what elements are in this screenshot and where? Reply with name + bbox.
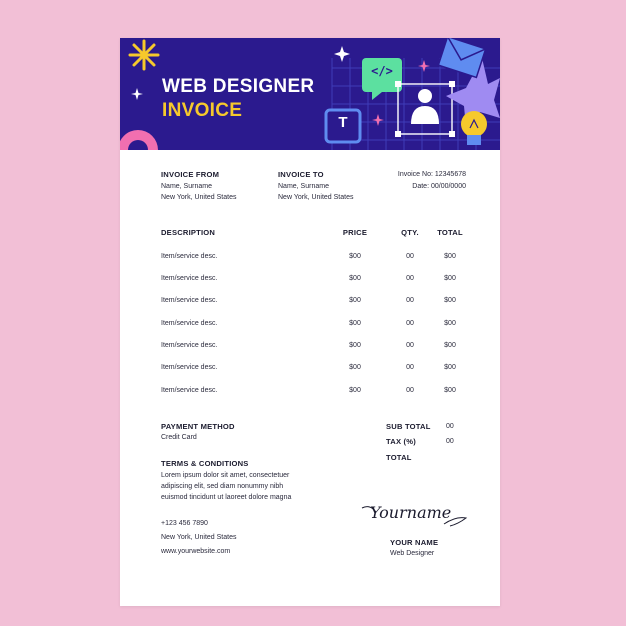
signer-role: Web Designer — [390, 550, 435, 557]
description-header: DESCRIPTION — [161, 228, 216, 237]
row-qty: 00 — [406, 297, 414, 304]
row-description: Item/service desc. — [161, 387, 218, 394]
sparkle-icon — [334, 46, 350, 62]
tax-value: 00 — [446, 438, 454, 445]
payment-method-label: PAYMENT METHOD — [161, 422, 235, 431]
sparkle-icon — [372, 114, 384, 126]
row-price: $00 — [349, 253, 361, 260]
row-qty: 00 — [406, 342, 414, 349]
total-header: TOTAL — [437, 228, 463, 237]
row-qty: 00 — [406, 387, 414, 394]
envelope-icon — [438, 38, 485, 77]
invoice-to-name: Name, Surname — [278, 183, 329, 190]
signature-flourish — [356, 504, 476, 534]
invoice-number: Invoice No: 12345678 — [397, 171, 466, 178]
row-price: $00 — [349, 387, 361, 394]
row-qty: 00 — [406, 253, 414, 260]
pink-arc-icon — [120, 130, 158, 150]
terms-line: Lorem ipsum dolor sit amet, consectetuer — [161, 472, 290, 479]
row-description: Item/service desc. — [161, 297, 218, 304]
signer-name: YOUR NAME — [390, 538, 439, 547]
row-total: $00 — [444, 275, 456, 282]
row-total: $00 — [444, 253, 456, 260]
row-qty: 00 — [406, 320, 414, 327]
sparkle-icon — [131, 88, 143, 100]
row-total: $00 — [444, 387, 456, 394]
payment-method-value: Credit Card — [161, 434, 197, 441]
contact-address: New York, United States — [161, 534, 237, 541]
invoice-to-address: New York, United States — [278, 194, 354, 201]
qty-header: QTY. — [401, 228, 419, 237]
invoice-header — [120, 38, 500, 150]
subtotal-label: SUB TOTAL — [386, 422, 431, 431]
row-total: $00 — [444, 297, 456, 304]
sparkle-icon — [418, 60, 430, 72]
row-description: Item/service desc. — [161, 275, 218, 282]
contact-website: www.yourwebsite.com — [161, 548, 231, 555]
row-description: Item/service desc. — [161, 364, 218, 371]
terms-label: TERMS & CONDITIONS — [161, 459, 249, 468]
subtotal-value: 00 — [446, 423, 454, 430]
title-line-2: INVOICE — [162, 100, 243, 121]
invoice-from-name: Name, Surname — [161, 183, 212, 190]
invoice-date: Date: 00/00/0000 — [412, 183, 466, 190]
row-total: $00 — [444, 364, 456, 371]
row-description: Item/service desc. — [161, 320, 218, 327]
tax-label: TAX (%) — [386, 437, 416, 446]
code-glyph: </> — [371, 64, 393, 78]
invoice-to-label: INVOICE TO — [278, 170, 324, 179]
sparkle-burst-icon — [130, 41, 158, 69]
row-description: Item/service desc. — [161, 342, 218, 349]
terms-line: euismod tincidunt ut laoreet dolore magna — [161, 494, 292, 501]
title-line-1: WEB DESIGNER — [162, 76, 315, 97]
invoice-from-label: INVOICE FROM — [161, 170, 220, 179]
contact-phone: +123 456 7890 — [161, 520, 208, 527]
price-header: PRICE — [342, 228, 368, 237]
row-total: $00 — [444, 342, 456, 349]
invoice-from-address: New York, United States — [161, 194, 237, 201]
row-price: $00 — [349, 320, 361, 327]
row-qty: 00 — [406, 364, 414, 371]
signature: Yourname — [370, 503, 452, 522]
terms-line: adipiscing elit, sed diam nonummy nibh — [161, 483, 284, 490]
invoice-sheet — [120, 38, 500, 606]
text-tool-glyph: T — [338, 114, 348, 131]
row-total: $00 — [444, 320, 456, 327]
row-description: Item/service desc. — [161, 253, 218, 260]
total-label: TOTAL — [386, 453, 412, 462]
row-price: $00 — [349, 364, 361, 371]
row-price: $00 — [349, 297, 361, 304]
row-price: $00 — [349, 342, 361, 349]
row-price: $00 — [349, 275, 361, 282]
row-qty: 00 — [406, 275, 414, 282]
